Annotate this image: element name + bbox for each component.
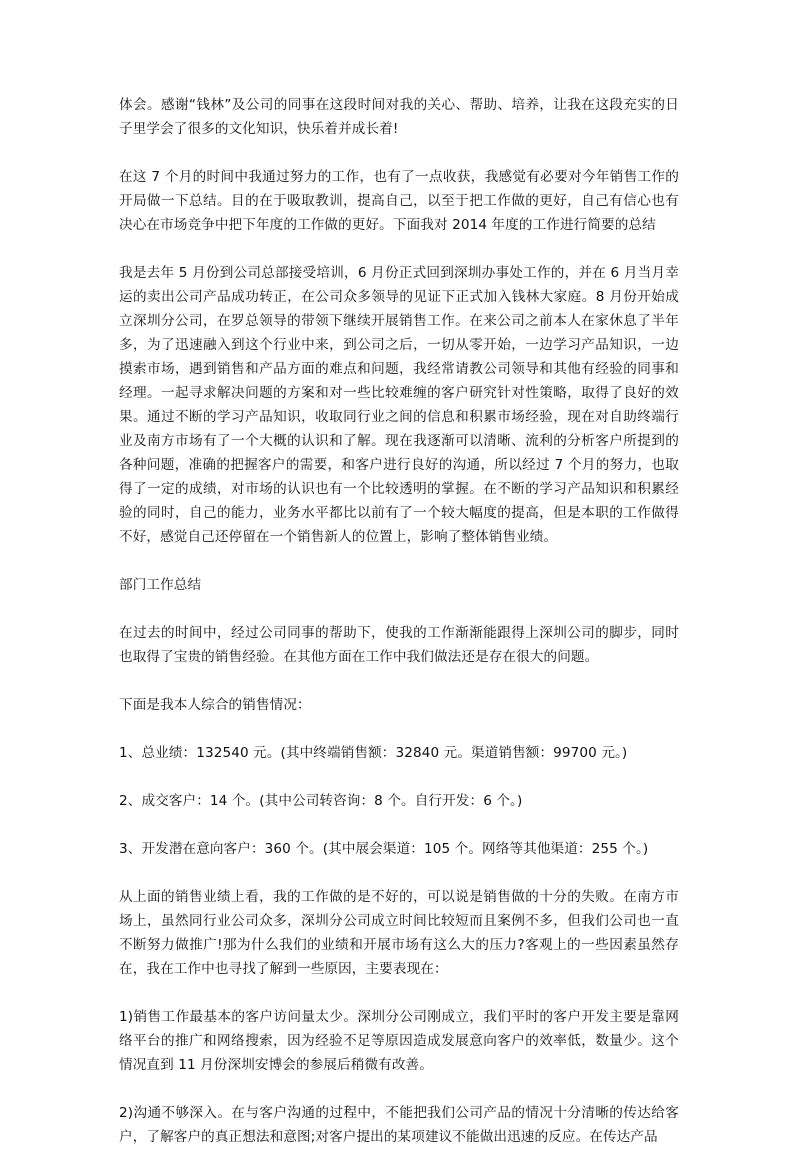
paragraph-intro-continuation: 体会。感谢“钱林”及公司的同事在这段时间对我的关心、帮助、培养，让我在这段充实的日子里学会了很多的文化知识，快乐着并成长着! bbox=[119, 97, 679, 137]
paragraph-work-history: 我是去年 5 月份到公司总部接受培训，6 月份正式回到深圳办事处工作的，并在 6 月当月幸运的卖出公司产品成功转正，在公司众多领导的见证下正式加入钱林大家庭。8 月份开始成立深圳分公司，在罗总领导的带领下继续开展销售工作。在来公司之前本人在家休息了半年多，为了迅速融入到这个行业中来，到公司之后，一切从零开始，一边学习产品知识，一边摸索市场，遇到销售和产品方面的难点和问题，我经常请教公司领导和其他有经验的同事和经理。一起寻求解决问题的方案和对一些比较难缠的客户研究针对性策略，取得了良好的效果。通过不断的学习产品知识，收取同行业之间的信息和积累市场经验，现在对自助终端行业及南方市场有了一个大概的认识和了解。现在我逐渐可以清晰、流利的分析客户所提到的各种问题，准确的把握客户的需要，和客户进行良好的沟通，所以经过 7 个月的努力，也取得了一定的成绩，对市场的认识也有一个比较透明的掌握。在不断的学习产品知识和积累经验的同时，自己的能力，业务水平都比以前有了一个较大幅度的提高，但是本职的工作做得不好，感觉自己还停留在一个销售新人的位置上，影响了整体销售业绩。 bbox=[119, 265, 679, 545]
document-body bbox=[119, 93, 679, 1173]
list-item-closed-customers: 2、成交客户：14 个。(其中公司转咨询：8 个。自行开发：6 个。) bbox=[119, 793, 523, 809]
paragraph-sales-intro: 下面是我本人综合的销售情况： bbox=[119, 697, 311, 713]
paragraph-department-summary: 在过去的时间中，经过公司同事的帮助下，使我的工作渐渐能跟得上深圳公司的脚步，同时也取得了宝贵的销售经验。在其他方面在工作中我们做法还是存在很大的问题。 bbox=[119, 625, 679, 665]
paragraph-summary-intro: 在这 7 个月的时间中我通过努力的工作，也有了一点收获，我感觉有必要对今年销售工作的开局做一下总结。目的在于吸取教训，提高自己，以至于把工作做的更好，自己有信心也有决心在市场竞争中把下年度的工作做的更好。下面我对 2014 年度的工作进行简要的总结 bbox=[119, 169, 679, 233]
paragraph-reason-2: 2)沟通不够深入。在与客户沟通的过程中，不能把我们公司产品的情况十分清晰的传达给客户，了解客户的真正想法和意图;对客户提出的某项建议不能做出迅速的反应。在传达产品 bbox=[119, 1105, 679, 1145]
section-heading-department-summary: 部门工作总结 bbox=[119, 577, 202, 593]
list-item-potential-customers: 3、开发潜在意向客户：360 个。(其中展会渠道：105 个。网络等其他渠道：255 个。) bbox=[119, 841, 649, 857]
paragraph-analysis: 从上面的销售业绩上看，我的工作做的是不好的，可以说是销售做的十分的失败。在南方市场上，虽然同行业公司众多，深圳分公司成立时间比较短而且案例不多，但我们公司也一直不断努力做推广!那为什么我们的业绩和开展市场有这么大的压力?客观上的一些因素虽然存在，我在工作中也寻找了解到一些原因，主要表现在： bbox=[119, 889, 679, 977]
list-item-total-sales: 1、总业绩：132540 元。(其中终端销售额：32840 元。渠道销售额：99700 元。) bbox=[119, 745, 628, 761]
paragraph-reason-1: 1)销售工作最基本的客户访问量太少。深圳分公司刚成立，我们平时的客户开发主要是靠网络平台的推广和网络搜索，因为经验不足等原因造成发展意向客户的效率低，数量少。这个情况直到 11 月份深圳安博会的参展后稍微有改善。 bbox=[119, 1009, 679, 1073]
